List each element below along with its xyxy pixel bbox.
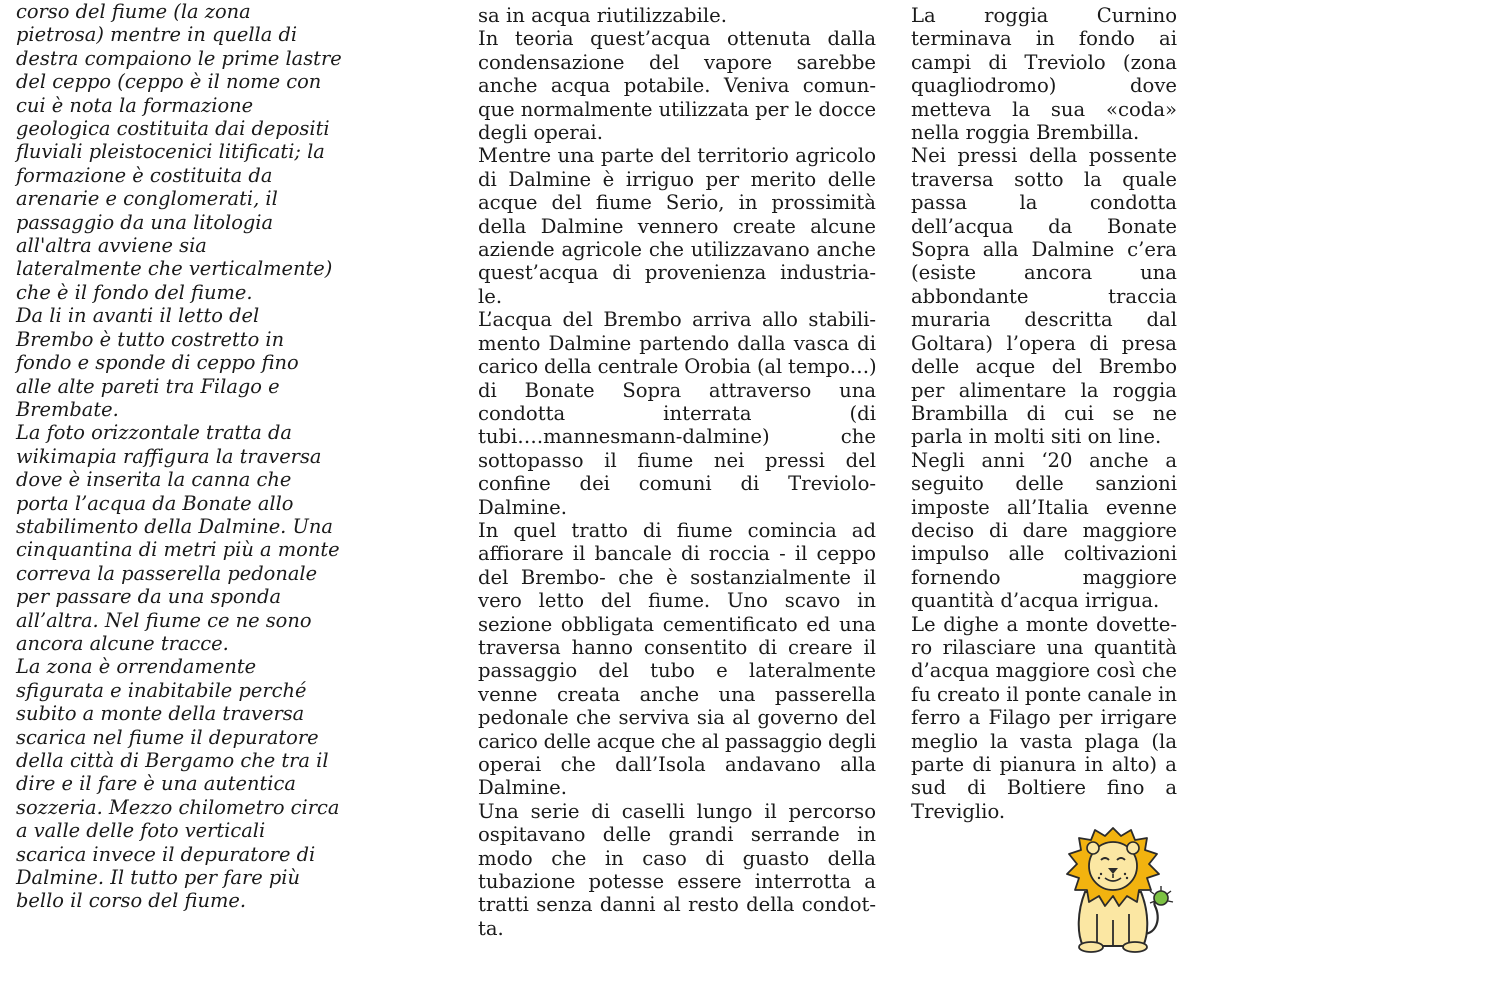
text-line: che è il fondo del fiume. xyxy=(16,280,253,304)
text-line: di Dalmine è irriguo per merito delle xyxy=(478,167,876,191)
text-line: vero letto del fiume. Uno scavo in xyxy=(478,589,876,613)
text-line: subito a monte della traversa xyxy=(16,702,305,726)
text-line: seguito delle sanzioni xyxy=(911,472,1177,496)
text-line: sozzeria. Mezzo chilometro circa xyxy=(16,795,340,819)
text-line: sa in acqua riutilizzabile. xyxy=(478,4,727,27)
text-line: sottopasso il fiume nei pressi del xyxy=(478,448,876,472)
text-line: Treviglio. xyxy=(911,799,1006,823)
text-line: di Bonate Sopra attraverso una xyxy=(478,378,876,402)
text-line: ospitavano delle grandi serrande in xyxy=(478,823,876,847)
text-line: nella roggia Brembilla. xyxy=(911,121,1140,145)
text-line: Sopra alla Dalmine c’era xyxy=(911,238,1177,262)
text-line: modo che in caso di guasto della xyxy=(478,846,876,870)
text-line: fondo e sponde di ceppo fino xyxy=(16,351,299,375)
paragraph xyxy=(16,655,346,912)
text-column-left xyxy=(16,0,346,913)
text-line: pietrosa) mentre in quella di xyxy=(16,23,298,47)
text-line: passaggio del tubo e lateralmente xyxy=(478,659,876,683)
paragraph xyxy=(911,4,1177,144)
text-line: traversa sotto la quale xyxy=(911,167,1177,191)
text-line: venne creata anche una passerella xyxy=(478,682,876,706)
text-line: quest’acqua di provenienza industria- xyxy=(478,261,876,285)
text-line: sud di Boltiere fino a xyxy=(911,776,1177,800)
text-line: metteva la sua «coda» xyxy=(911,97,1177,121)
text-line: del ceppo (ceppo è il nome con xyxy=(16,70,322,94)
text-line: Goltara) l’opera di presa xyxy=(911,331,1177,355)
paragraph xyxy=(16,421,346,655)
text-line: ancora alcune tracce. xyxy=(16,631,229,655)
text-line: mento Dalmine partendo dalla vasca di xyxy=(478,331,876,355)
text-line: per alimentare la roggia xyxy=(911,378,1177,402)
text-line: per passare da una sponda xyxy=(16,585,282,609)
text-line: dire e il fare è una autentica xyxy=(16,772,296,796)
text-line: della città di Bergamo che tra il xyxy=(16,749,329,772)
text-line: cinquantina di metri più a monte xyxy=(16,538,340,562)
text-line: destra compaiono le prime lastre xyxy=(16,46,342,70)
text-line: sezione obbligata cementificato ed una xyxy=(478,612,876,636)
text-line: Brembate. xyxy=(16,397,119,421)
text-line: passaggio da una litologia xyxy=(16,210,274,234)
paragraph xyxy=(478,4,876,27)
text-line: all’altra. Nel fiume ce ne sono xyxy=(16,608,312,632)
text-line: formazione è costituita da xyxy=(16,163,273,187)
paragraph xyxy=(911,449,1177,613)
text-line: condensazione del vapore sarebbe xyxy=(478,50,876,74)
text-line: tubazione potesse essere interrotta a xyxy=(478,870,876,894)
text-line: La zona è orrendamente xyxy=(16,655,257,679)
paragraph xyxy=(478,308,876,519)
text-line: parte di pianura in alto) a xyxy=(911,753,1177,776)
text-line: sfigurata e inabitabile perché xyxy=(16,678,307,702)
text-line: terminava in fondo ai xyxy=(911,27,1177,51)
text-line: ro rilasciare una quantità xyxy=(911,635,1177,659)
text-line: arenarie e conglomerati, il xyxy=(16,187,278,211)
text-line: Brembo è tutto costretto in xyxy=(16,327,285,351)
text-column-right xyxy=(911,4,1177,823)
text-line: (esiste ancora una xyxy=(911,261,1177,285)
text-line: imposte all’Italia evenne xyxy=(911,495,1177,519)
text-line: Nei pressi della possente xyxy=(911,144,1177,168)
text-column-middle xyxy=(478,4,876,940)
paragraph xyxy=(478,27,876,144)
text-line: passa la condotta xyxy=(911,191,1177,215)
text-line: campi di Treviolo (zona xyxy=(911,50,1177,74)
text-line: traversa hanno consentito di creare il xyxy=(478,635,876,659)
text-line: Dalmine. xyxy=(478,776,567,800)
text-line: stabilimento della Dalmine. Una xyxy=(16,514,333,538)
text-line: fornendo maggiore xyxy=(911,565,1177,589)
text-line: d’acqua maggiore così che xyxy=(911,659,1177,683)
text-line: parla in molti siti on line. xyxy=(911,425,1162,449)
text-line: La roggia Curnino xyxy=(911,4,1177,27)
text-line: aziende agricole che utilizzavano anche xyxy=(478,238,876,262)
text-line: quagliodromo) dove xyxy=(911,74,1177,98)
text-line: impulso alle coltivazioni xyxy=(911,542,1177,566)
text-line: della Dalmine vennero create alcune xyxy=(478,214,876,238)
text-line: Una serie di caselli lungo il percorso xyxy=(478,799,876,823)
text-line: correva la passerella pedonale xyxy=(16,561,318,585)
text-line: acque del fiume Serio, in prossimità xyxy=(478,191,876,215)
text-line: Mentre una parte del territorio agricolo xyxy=(478,144,876,168)
paragraph xyxy=(16,0,346,304)
text-line: ta. xyxy=(478,916,504,940)
text-line: corso del fiume (la zona xyxy=(16,0,251,23)
text-line: bello il corso del fiume. xyxy=(16,889,246,913)
text-line: geologica costituita dai depositi xyxy=(16,117,330,141)
text-line: wikimapia raffigura la traversa xyxy=(16,444,322,468)
text-line: Dalmine. xyxy=(478,495,567,519)
text-line: meglio la vasta plaga (la xyxy=(911,729,1177,753)
text-line: scarica invece il depuratore di xyxy=(16,842,316,866)
text-line: Dalmine. Il tutto per fare più xyxy=(16,866,300,890)
text-line: In teoria quest’acqua ottenuta dalla xyxy=(478,27,876,51)
text-line: Da li in avanti il letto del xyxy=(16,304,260,328)
text-line: confine dei comuni di Treviolo- xyxy=(478,472,876,496)
text-line: dove è inserita la canna che xyxy=(16,468,292,492)
text-line: operai che dall’Isola andavano alla xyxy=(478,753,876,776)
text-line: fluviali pleistocenici litificati; la xyxy=(16,140,325,164)
text-line: dell’acqua da Bonate xyxy=(911,214,1177,238)
text-line: a valle delle foto verticali xyxy=(16,819,266,843)
text-line: degli operai. xyxy=(478,121,603,145)
text-line: carico delle acque che al passaggio degli xyxy=(478,729,876,753)
text-line: scarica nel fiume il depuratore xyxy=(16,725,319,749)
text-line: tubi….mannesmann-dalmine) che xyxy=(478,425,876,449)
text-line: deciso di dare maggiore xyxy=(911,518,1177,542)
paragraph xyxy=(16,304,346,421)
text-line: La foto orizzontale tratta da xyxy=(16,421,292,445)
text-line: lateralmente che verticalmente) xyxy=(16,257,333,281)
text-line: affiorare il bancale di roccia - il ceppo xyxy=(478,542,876,566)
text-line: alle alte pareti tra Filago e xyxy=(16,374,280,398)
text-line: anche acqua potabile. Veniva comun- xyxy=(478,74,876,98)
text-line: Brambilla di cui se ne xyxy=(911,401,1177,425)
paragraph xyxy=(478,519,876,800)
text-line: all'altra avviene sia xyxy=(16,234,207,258)
text-line: pedonale che serviva sia al governo del xyxy=(478,706,876,730)
text-line: delle acque del Brembo xyxy=(911,355,1177,379)
text-line: porta l’acqua da Bonate allo xyxy=(16,491,294,515)
text-line: Negli anni ‘20 anche a xyxy=(911,448,1177,472)
text-line: In quel tratto di fiume comincia ad xyxy=(478,518,876,542)
text-line: que normalmente utilizzata per le docce xyxy=(478,97,876,121)
text-line: abbondante traccia xyxy=(911,284,1177,308)
paragraph xyxy=(478,144,876,308)
text-line: carico della centrale Orobia (al tempo…) xyxy=(478,355,877,379)
text-line: ferro a Filago per irrigare xyxy=(911,706,1177,730)
text-line: del Brembo- che è sostanzialmente il xyxy=(478,565,876,589)
text-line: le. xyxy=(478,284,503,308)
text-line: condotta interrata (di xyxy=(478,401,876,425)
text-line: L’acqua del Brembo arriva allo stabili- xyxy=(478,308,876,332)
text-line: cui è nota la formazione xyxy=(16,93,254,117)
paragraph xyxy=(911,144,1177,448)
lion-tail-tuft xyxy=(1150,886,1173,905)
text-line: Le dighe a monte dovette- xyxy=(911,612,1177,636)
text-line: fu creato il ponte canale in xyxy=(911,682,1177,706)
text-line: tratti senza danni al resto della condot- xyxy=(478,893,876,917)
text-line: muraria descritta dal xyxy=(911,308,1177,332)
paragraph xyxy=(911,613,1177,824)
paragraph xyxy=(478,800,876,940)
text-line: quantità d’acqua irrigua. xyxy=(911,589,1160,613)
lion-cartoon-icon xyxy=(1055,822,1177,954)
